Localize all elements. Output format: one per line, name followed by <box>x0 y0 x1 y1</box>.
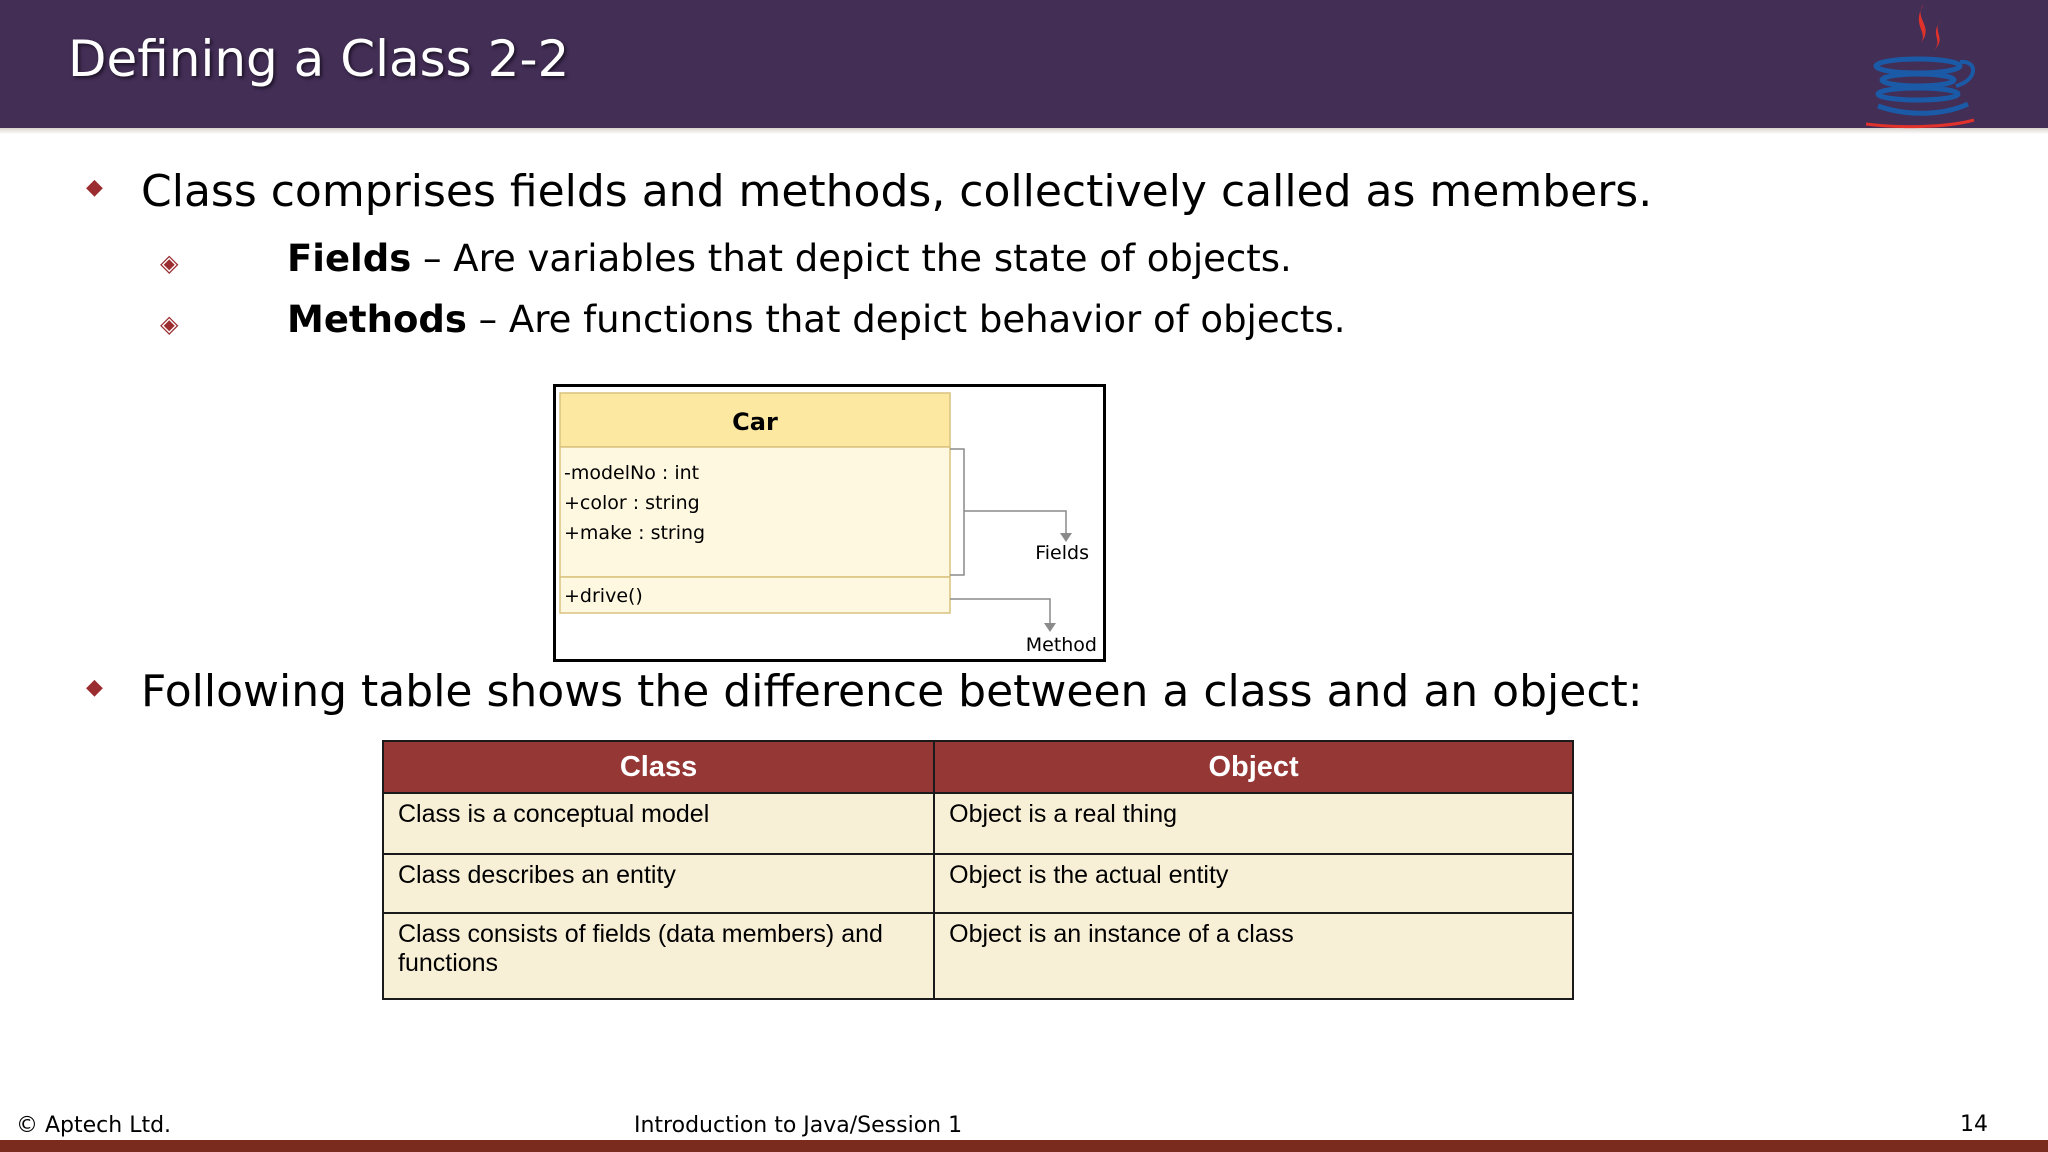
table-cell: Object is an instance of a class <box>934 913 1573 999</box>
class-object-table <box>382 740 1574 1000</box>
table-cell: Class describes an entity <box>383 854 934 913</box>
fields-term: Fields <box>287 237 412 280</box>
footer-copyright: © Aptech Ltd. <box>16 1113 172 1138</box>
table-cell: Object is a real thing <box>934 793 1573 854</box>
table-header-object: Object <box>934 741 1573 793</box>
table-cell: Object is the actual entity <box>934 854 1573 913</box>
bullet-methods <box>287 298 1345 341</box>
sub-bullet-diamond-icon: ◈ <box>160 311 179 338</box>
bullet-fields <box>287 237 1292 280</box>
table-header-class: Class <box>383 741 934 793</box>
uml-method: +drive() <box>564 585 643 607</box>
slide-title: Defining a Class 2-2 <box>68 30 570 88</box>
uml-field: +make : string <box>564 522 706 544</box>
header-shadow <box>0 128 2048 134</box>
fields-bracket <box>950 449 964 575</box>
method-connector <box>950 599 1050 625</box>
table-row <box>383 913 1573 999</box>
uml-field: -modelNo : int <box>564 462 700 484</box>
uml-field: +color : string <box>564 492 700 514</box>
sub-bullet-diamond-icon: ◈ <box>160 250 179 277</box>
uml-diagram-canvas <box>556 387 1103 659</box>
bullet-members: Class comprises fields and methods, collectively called as members. <box>141 166 1653 217</box>
java-cup-icon <box>1856 0 1986 130</box>
table-cell: Class consists of fields (data members) and functions <box>383 913 934 999</box>
method-arrow-icon <box>1044 623 1056 632</box>
table-row <box>383 793 1573 854</box>
method-callout-label: Method <box>1025 634 1097 656</box>
uml-class-name: Car <box>732 408 778 436</box>
footer-bar <box>0 1140 2048 1152</box>
bullet-diamond-icon: ◆ <box>86 174 103 199</box>
bullet-table-intro: Following table shows the difference between a class and an object: <box>141 666 1643 717</box>
table-row <box>383 854 1573 913</box>
methods-term: Methods <box>287 298 467 341</box>
table-header-row <box>383 741 1573 793</box>
page-number: 14 <box>1960 1112 1988 1137</box>
table-cell: Class is a conceptual model <box>383 793 934 854</box>
uml-class-diagram <box>553 384 1106 662</box>
methods-description: – Are functions that depict behavior of objects. <box>466 298 1346 341</box>
bullet-diamond-icon: ◆ <box>86 674 103 699</box>
fields-arrow-icon <box>1060 533 1072 542</box>
fields-description: – Are variables that depict the state of objects. <box>411 237 1292 280</box>
fields-connector <box>964 511 1066 535</box>
footer-course: Introduction to Java/Session 1 <box>634 1113 963 1138</box>
fields-callout-label: Fields <box>1035 542 1089 564</box>
